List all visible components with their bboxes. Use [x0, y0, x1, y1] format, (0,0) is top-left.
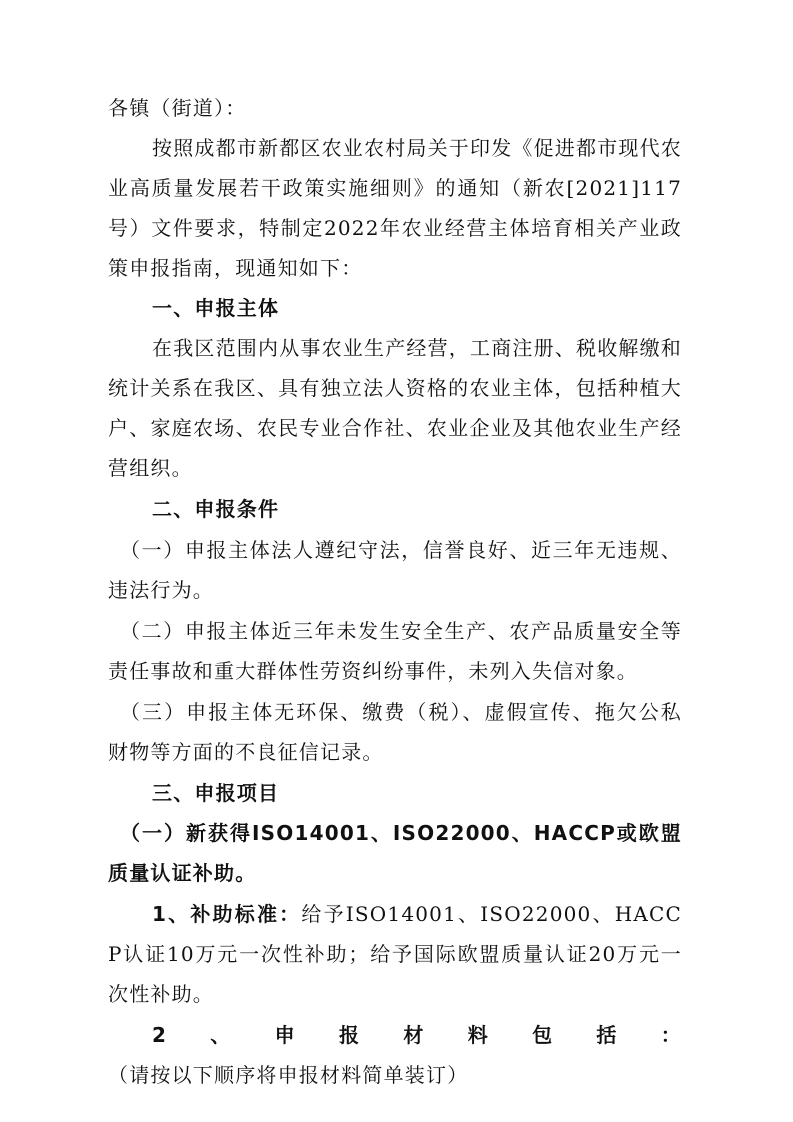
document-page	[108, 88, 682, 1095]
section-body-subject: 在我区范围内从事农业生产经营，工商注册、税收解缴和统计关系在我区、具有独立法人资格的农业主体，包括种植大户、家庭农场、农民专业合作社、农业企业及其他农业生产经营组织。	[108, 336, 682, 480]
subsidy-standard-paragraph	[108, 894, 682, 1014]
materials-paragraph	[108, 1015, 682, 1095]
section-heading-projects: 三、申报项目	[152, 781, 280, 805]
subsidy-standard-text: 给予ISO14001、ISO22000、HACCP认证10万元一次性补助；给予国际欧盟质量认证20万元一次性补助。	[108, 902, 682, 1006]
subsidy-standard-label: 1、补助标准：	[152, 902, 302, 926]
section-heading-conditions: 二、申报条件	[152, 497, 280, 521]
section-heading-subject: 一、申报主体	[152, 296, 280, 320]
condition-item-2: （二）申报主体近三年未发生安全生产、农产品质量安全等责任事故和重大群体性劳资纠纷事件，未列入失信对象。	[108, 619, 682, 683]
salutation: 各镇（街道）：	[108, 96, 247, 120]
condition-item-1: （一）申报主体法人遵纪守法，信誉良好、近三年无违规、违法行为。	[108, 538, 682, 602]
materials-text: （请按以下顺序将申报材料简单装订）	[108, 1063, 469, 1087]
materials-label: 2、申报材料包括：	[152, 1023, 682, 1047]
project-subheading-certification: （一）新获得ISO14001、ISO22000、HACCP或欧盟质量认证补助。	[108, 821, 682, 885]
intro-paragraph: 按照成都市新都区农业农村局关于印发《促进都市现代农业高质量发展若干政策实施细则》的通知（新农[2021]117号）文件要求，特制定2022年农业经营主体培育相关产业政策申报指南，现通知如下：	[108, 136, 682, 280]
condition-item-3: （三）申报主体无环保、缴费（税）、虚假宣传、拖欠公私财物等方面的不良征信记录。	[108, 700, 682, 764]
